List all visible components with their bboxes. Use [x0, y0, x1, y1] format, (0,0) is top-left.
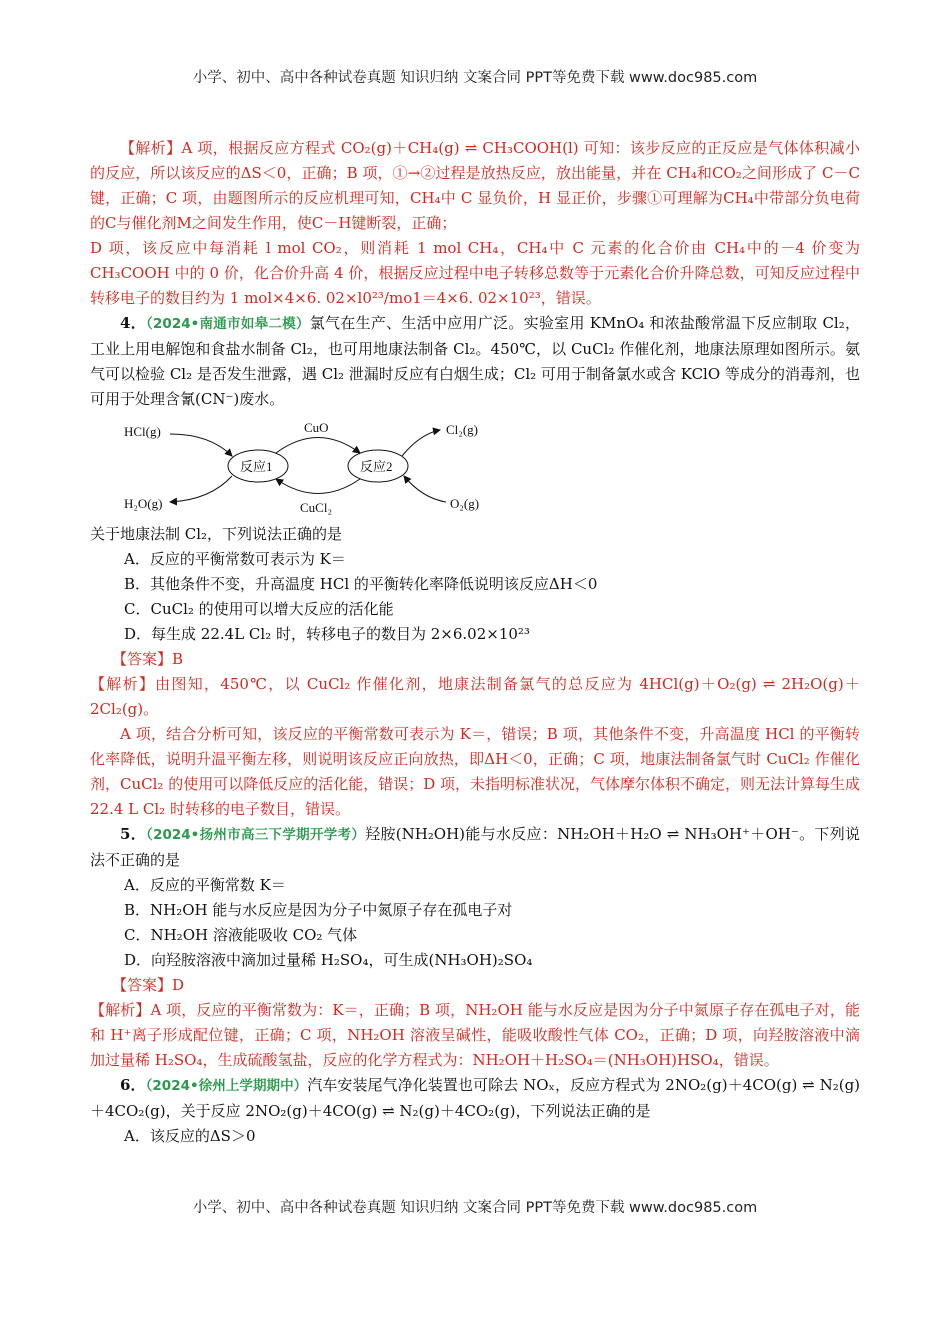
question-4	[90, 311, 860, 412]
option-b: B．其他条件不变，升高温度 HCl 的平衡转化率降低说明该反应ΔH＜0	[124, 575, 598, 593]
question-source: （2024•徐州上学期期中）	[145, 1078, 308, 1094]
analysis-q4-part2: A 项，结合分析可知，该反应的平衡常数可表示为 K＝，错误；B 项，其他条件不变，升高温度 HCl 的平衡转化率降低，说明升温平衡左移，则说明该反应正向放热，即ΔH＜0，正确；C 项，地康法制备氯气时 CuCl₂ 作催化剂，CuCl₂ 的使用可以降低反应的活化能，错误；D 项，未指明标准状况，气体摩尔体积不确定，则无法计算每生成 22.4 L Cl₂ 时转移的电子数目，错误。	[90, 725, 860, 818]
option-d: D．每生成 22.4L Cl₂ 时，转移电子的数目为 2×6.02×10²³	[124, 625, 530, 643]
option-c: C．CuCl₂ 的使用可以增大反应的活化能	[124, 600, 394, 618]
question-number: 5．	[120, 825, 147, 843]
question-stem: 汽车安装尾气净化装置也可除去 NOₓ，反应方程式为 2NO₂(g)＋4CO(g) ⇌ N₂(g)＋4CO₂(g)，关于反应 2NO₂(g)＋4CO(g) ⇌ N₂(g)＋4CO₂(g)，下列说法正确的是	[90, 1076, 861, 1120]
question-prompt: 关于地康法制 Cl₂，下列说法正确的是	[90, 525, 343, 543]
option-a: A．反应的平衡常数 K＝	[124, 876, 286, 894]
cuo-label: CuO	[304, 420, 329, 435]
question-number: 6．	[120, 1076, 146, 1094]
analysis-q3-part1: 【解析】A 项，根据反应方程式 CO₂(g)＋CH₄(g) ⇌ CH₃COOH(l) 可知：该步反应的正反应是气体体积减小的反应，所以该反应的ΔS＜0，正确；B 项，①→②过程是放热反应，放出能量，并在 CH₄和CO₂之间形成了 C－C 键，正确；C 项，由题图所示的反应机理可知，CH₄中 C 显负价，H 显正价，步骤①可理解为CH₄中带部分负电荷的C与催化剂M之间发生作用，使C－H键断裂，正确；	[90, 139, 860, 232]
page-footer: 小学、初中、高中各种试卷真题 知识归纳 文案合同 PPT等免费下载 www.doc985.com	[192, 1200, 758, 1216]
h2o-arrow	[170, 476, 232, 502]
question-6	[90, 1073, 860, 1124]
question-stem: 羟胺(NH₂OH)能与水反应：NH₂OH＋H₂O ⇌ NH₃OH⁺＋OH⁻。下列说法不正确的是	[90, 825, 860, 869]
hcl-label: HCl(g)	[124, 424, 161, 439]
o2-arrow	[404, 476, 446, 502]
option-d: D．向羟胺溶液中滴加过量稀 H₂SO₄，可生成(NH₃OH)₂SO₄	[124, 951, 533, 969]
answer: 【答案】D	[112, 976, 185, 994]
cl2-label: Cl₂(g)	[446, 422, 478, 437]
analysis-q3-part2: D 项，该反应中每消耗 l mol CO₂，则消耗 1 mol CH₄，CH₄中 C 元素的化合价由 CH₄中的－4 价变为 CH₃COOH 中的 0 价，化合价升高 4 价，根据反应过程中电子转移总数等于元素化合价升降总数，可知反应过程中转移电子的数目约为 1 mol×4×6. 02×l0²³/mo1＝4×6. 02×10²³，错误。	[90, 239, 860, 307]
cuo-arrow	[276, 438, 360, 454]
question-source: （2024•扬州市高三下学期开学考）	[146, 827, 366, 843]
question-5	[90, 822, 860, 873]
cucl2-label: CuCl₂	[300, 500, 332, 515]
document-body	[90, 136, 860, 1149]
question-stem: 氯气在生产、生活中应用广泛。实验室用 KMnO₄ 和浓盐酸常温下反应制取 Cl₂，工业上用电解饱和食盐水制备 Cl₂，也可用地康法制备 Cl₂。450℃，以 CuCl₂ 作催化剂，地康法原理如图所示。氨气可以检验 Cl₂ 是否发生泄露，遇 Cl₂ 泄漏时反应有白烟生成；Cl₂ 可用于制备氯水或含 KClO 等成分的消毒剂，也可用于处理含氰(CN⁻)废水。	[90, 314, 861, 408]
dikang-process-diagram	[110, 416, 530, 516]
question-source: （2024•南通市如皋二模）	[146, 316, 310, 332]
option-a: A．该反应的ΔS＞0	[124, 1127, 256, 1145]
cucl2-arrow	[276, 479, 360, 494]
page-header: 小学、初中、高中各种试卷真题 知识归纳 文案合同 PPT等免费下载 www.doc985.com	[192, 70, 758, 86]
option-a: A．反应的平衡常数可表示为 K＝	[124, 550, 346, 568]
option-b: B．NH₂OH 能与水反应是因为分子中氮原子存在孤电子对	[124, 901, 513, 919]
o2-label: O₂(g)	[450, 496, 480, 511]
h2o-label: H₂O(g)	[124, 496, 163, 511]
option-c: C．NH₂OH 溶液能吸收 CO₂ 气体	[124, 926, 358, 944]
reaction1-label: 反应1	[240, 459, 273, 474]
analysis-q4-part1: 【解析】由图知，450℃，以 CuCl₂ 作催化剂，地康法制备氯气的总反应为 4HCl(g)＋O₂(g) ⇌ 2H₂O(g)＋2Cl₂(g)。	[90, 675, 860, 718]
reaction2-label: 反应2	[360, 459, 393, 474]
cl2-arrow	[402, 430, 440, 456]
answer: 【答案】B	[112, 650, 184, 668]
question-number: 4．	[120, 314, 146, 332]
analysis-q5: 【解析】A 项，反应的平衡常数为：K＝，正确；B 项，NH₂OH 能与水反应是因为分子中氮原子存在孤电子对，能和 H⁺离子形成配位键，正确；C 项，NH₂OH 溶液呈碱性，能吸收酸性气体 CO₂，正确；D 项，向羟胺溶液中滴加过量稀 H₂SO₄，生成硫酸氢盐，反应的化学方程式为：NH₂OH＋H₂SO₄＝(NH₃OH)HSO₄，错误。	[90, 1001, 860, 1069]
hcl-arrow	[170, 434, 232, 456]
